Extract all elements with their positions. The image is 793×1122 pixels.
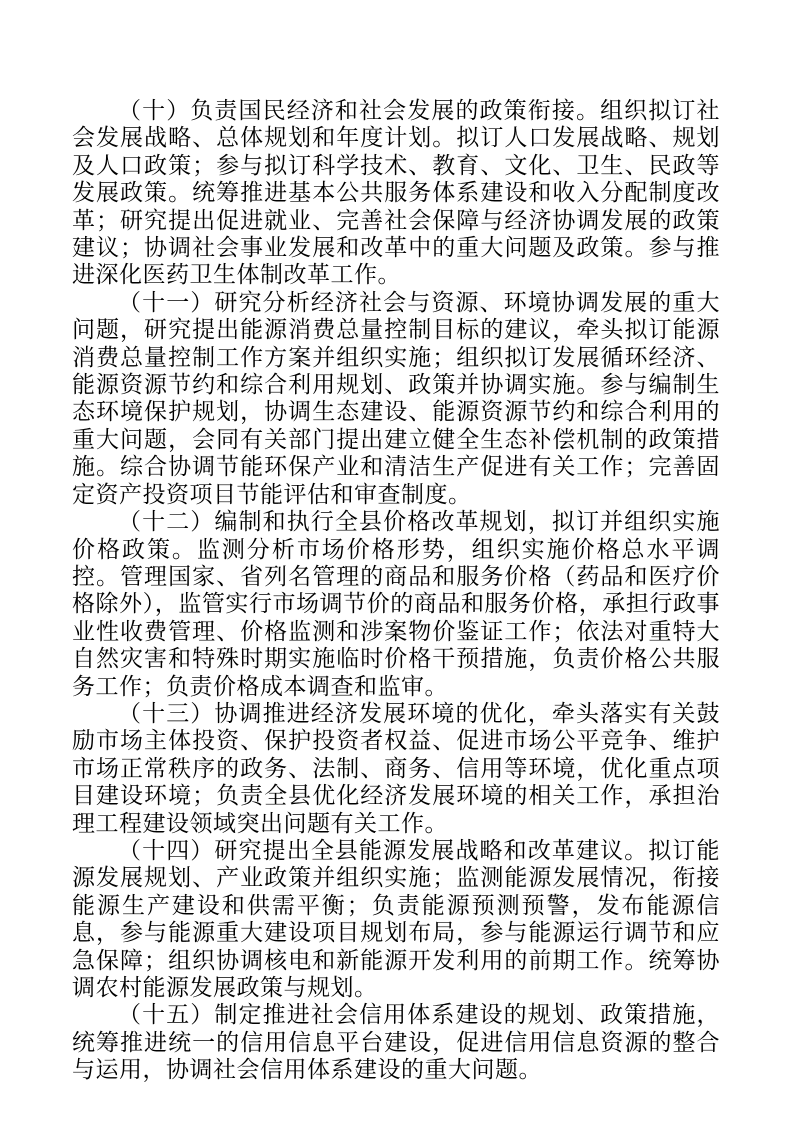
paragraph-item-13: （十三）协调推进经济发展环境的优化，牵头落实有关鼓励市场主体投资、保护投资者权益、促进市场公平竞争、维护市场正常秩序的政务、法制、商务、信用等环境，优化重点项目建设环境；负责全县优化经济发展环境的相关工作，承担治理工程建设领域突出问题有关工作。 bbox=[72, 700, 720, 836]
paragraph-item-11: （十一）研究分析经济社会与资源、环境协调发展的重大问题，研究提出能源消费总量控制目标的建议，牵头拟订能源消费总量控制工作方案并组织实施；组织拟订发展循环经济、能源资源节约和综合利用规划、政策并协调实施。参与编制生态环境保护规划，协调生态建设、能源资源节约和综合利用的重大问题，会同有关部门提出建立健全生态补偿机制的政策措施。综合协调节能环保产业和清洁生产促进有关工作；完善固定资产投资项目节能评估和审查制度。 bbox=[72, 289, 720, 507]
paragraph-item-15: （十五）制定推进社会信用体系建设的规划、政策措施，统筹推进统一的信用信息平台建设，促进信用信息资源的整合与运用，协调社会信用体系建设的重大问题。 bbox=[72, 1002, 720, 1083]
paragraph-item-10: （十）负责国民经济和社会发展的政策衔接。组织拟订社会发展战略、总体规划和年度计划。拟订人口发展战略、规划及人口政策；参与拟订科学技术、教育、文化、卫生、民政等发展政策。统筹推进基本公共服务体系建设和收入分配制度改革；研究提出促进就业、完善社会保障与经济协调发展的政策建议；协调社会事业发展和改革中的重大问题及政策。参与推进深化医药卫生体制改革工作。 bbox=[72, 98, 720, 288]
paragraph-item-14: （十四）研究提出全县能源发展战略和改革建议。拟订能源发展规划、产业政策并组织实施；监测能源发展情况，衔接能源生产建设和供需平衡；负责能源预测预警，发布能源信息，参与能源重大建设项目规划布局，参与能源运行调节和应急保障；组织协调核电和新能源开发利用的前期工作。统筹协调农村能源发展政策与规划。 bbox=[72, 837, 720, 1000]
paragraph-item-12: （十二）编制和执行全县价格改革规划，拟订并组织实施价格政策。监测分析市场价格形势，组织实施价格总水平调控。管理国家、省列名管理的商品和服务价格（药品和医疗价格除外），监管实行市场调节价的商品和服务价格，承担行政事业性收费管理、价格监测和涉案物价鉴证工作；依法对重特大自然灾害和特殊时期实施临时价格干预措施，负责价格公共服务工作；负责价格成本调查和监审。 bbox=[72, 509, 720, 699]
document-body bbox=[72, 97, 720, 1084]
